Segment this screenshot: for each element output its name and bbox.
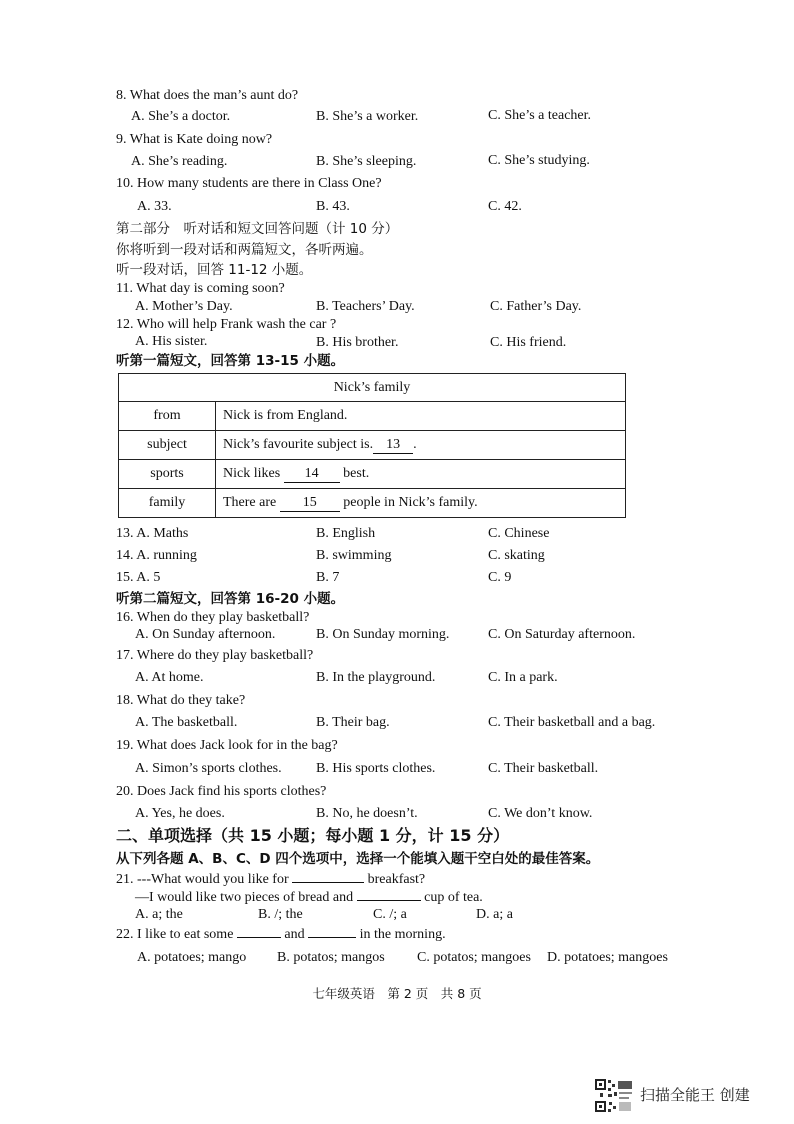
question-13-option-c: C. Chinese bbox=[488, 526, 550, 541]
table-key: from bbox=[119, 402, 216, 431]
question-10-option-a: A. 33. bbox=[137, 199, 172, 214]
question-19-option-c: C. Their basketball. bbox=[488, 761, 599, 776]
question-22-option-a: A. potatoes; mango bbox=[137, 950, 247, 965]
question-21-line-1 bbox=[116, 871, 425, 889]
question-20-option-b: B. No, he doesn’t. bbox=[316, 806, 418, 821]
question-22-prompt-end: in the morning. bbox=[359, 927, 446, 942]
table-value bbox=[216, 431, 626, 460]
question-21-option-c: C. /; a bbox=[373, 907, 407, 922]
question-21-prompt-end: breakfast? bbox=[367, 872, 426, 887]
question-10-stem: 10. How many students are there in Class One? bbox=[116, 176, 382, 191]
question-22-stem bbox=[116, 926, 446, 944]
answer-blank bbox=[237, 937, 281, 938]
question-21-response: —I would like two pieces of bread and bbox=[135, 890, 354, 905]
question-17-option-c: C. In a park. bbox=[488, 670, 558, 685]
table-value-suffix: people in Nick’s family. bbox=[343, 494, 478, 510]
question-17-option-a: A. At home. bbox=[135, 670, 204, 685]
table-row bbox=[119, 489, 626, 518]
section-two-instructions: 从下列各题 A、B、C、D 四个选项中，选择一个能填入题干空白处的最佳答案。 bbox=[116, 851, 600, 867]
question-11-option-c: C. Father’s Day. bbox=[490, 299, 582, 314]
question-15-option-b: B. 7 bbox=[316, 570, 340, 585]
question-14-option-c: C. skating bbox=[488, 548, 545, 563]
question-14-option-b: B. swimming bbox=[316, 548, 392, 563]
answer-blank-14: 14 bbox=[284, 466, 340, 483]
question-21-option-d: D. a; a bbox=[476, 907, 513, 922]
part-two-instructions: 你将听到一段对话和两篇短文，各听两遍。 bbox=[116, 242, 373, 258]
question-14-option-a: 14. A. running bbox=[116, 548, 197, 563]
table-value bbox=[216, 489, 626, 518]
question-21-prompt: 21. ---What would you like for bbox=[116, 872, 289, 887]
question-9-option-c: C. She’s studying. bbox=[488, 153, 590, 168]
question-16-option-c: C. On Saturday afternoon. bbox=[488, 627, 636, 642]
table-value-suffix: . bbox=[413, 436, 417, 452]
qr-code-icon bbox=[594, 1078, 634, 1114]
question-18-option-c: C. Their basketball and a bag. bbox=[488, 715, 656, 730]
question-9-option-a: A. She’s reading. bbox=[131, 154, 228, 169]
question-17-stem: 17. Where do they play basketball? bbox=[116, 648, 314, 663]
table-title: Nick’s family bbox=[119, 374, 626, 402]
question-20-option-c: C. We don’t know. bbox=[488, 806, 593, 821]
answer-blank-15: 15 bbox=[280, 495, 340, 512]
question-19-option-b: B. His sports clothes. bbox=[316, 761, 436, 776]
table-key: subject bbox=[119, 431, 216, 460]
question-9-stem: 9. What is Kate doing now? bbox=[116, 132, 273, 147]
table-row bbox=[119, 460, 626, 489]
question-20-stem: 20. Does Jack find his sports clothes? bbox=[116, 784, 327, 799]
table-value-text: Nick likes bbox=[223, 465, 281, 481]
table-value bbox=[216, 460, 626, 489]
answer-blank bbox=[357, 900, 421, 901]
question-8-option-b: B. She’s a worker. bbox=[316, 109, 419, 124]
page-footer: 七年级英语 第 2 页 共 8 页 bbox=[312, 986, 482, 1001]
table-row bbox=[119, 431, 626, 460]
table-value-text: Nick’s favourite subject is. bbox=[223, 436, 374, 452]
passage-two-instruction: 听第二篇短文，回答第 16-20 小题。 bbox=[116, 591, 345, 607]
question-15-option-a: 15. A. 5 bbox=[116, 570, 161, 585]
question-12-option-c: C. His friend. bbox=[490, 335, 567, 350]
question-22-prompt: 22. I like to eat some bbox=[116, 927, 234, 942]
question-22-and: and bbox=[284, 927, 305, 942]
question-13-option-a: 13. A. Maths bbox=[116, 526, 189, 541]
question-21-option-b: B. /; the bbox=[258, 907, 303, 922]
answer-blank bbox=[308, 937, 356, 938]
question-16-stem: 16. When do they play basketball? bbox=[116, 610, 310, 625]
question-10-option-b: B. 43. bbox=[316, 199, 350, 214]
passage-one-instruction: 听第一篇短文，回答第 13-15 小题。 bbox=[116, 353, 345, 369]
question-8-stem: 8. What does the man’s aunt do? bbox=[116, 88, 299, 103]
table-key: sports bbox=[119, 460, 216, 489]
question-20-option-a: A. Yes, he does. bbox=[135, 806, 225, 821]
table-row bbox=[119, 402, 626, 431]
section-two-title: 二、单项选择（共 15 小题；每小题 1 分，计 15 分） bbox=[116, 826, 510, 845]
dialog-instruction: 听一段对话，回答 11-12 小题。 bbox=[116, 262, 313, 278]
question-21-response-end: cup of tea. bbox=[424, 890, 483, 905]
answer-blank-13: 13 bbox=[373, 437, 413, 454]
question-12-stem: 12. Who will help Frank wash the car ? bbox=[116, 317, 337, 332]
table-value-text: There are bbox=[223, 494, 277, 510]
question-18-option-b: B. Their bag. bbox=[316, 715, 390, 730]
table-value bbox=[216, 402, 626, 431]
question-16-option-b: B. On Sunday morning. bbox=[316, 627, 450, 642]
question-18-stem: 18. What do they take? bbox=[116, 693, 246, 708]
answer-blank bbox=[292, 882, 364, 883]
question-12-option-b: B. His brother. bbox=[316, 335, 399, 350]
question-11-stem: 11. What day is coming soon? bbox=[116, 281, 285, 296]
question-17-option-b: B. In the playground. bbox=[316, 670, 436, 685]
question-11-option-a: A. Mother’s Day. bbox=[135, 299, 233, 314]
question-11-option-b: B. Teachers’ Day. bbox=[316, 299, 415, 314]
question-8-option-c: C. She’s a teacher. bbox=[488, 108, 592, 123]
question-8-option-a: A. She’s a doctor. bbox=[131, 109, 231, 124]
table-key: family bbox=[119, 489, 216, 518]
question-15-option-c: C. 9 bbox=[488, 570, 512, 585]
table-value-suffix: best. bbox=[343, 465, 370, 481]
question-18-option-a: A. The basketball. bbox=[135, 715, 238, 730]
question-19-option-a: A. Simon’s sports clothes. bbox=[135, 761, 282, 776]
nicks-family-table bbox=[118, 373, 626, 518]
question-22-option-c: C. potatos; mangoes bbox=[417, 950, 531, 965]
question-9-option-b: B. She’s sleeping. bbox=[316, 154, 417, 169]
watermark-text: 扫描全能王 创建 bbox=[640, 1086, 750, 1104]
question-19-stem: 19. What does Jack look for in the bag? bbox=[116, 738, 338, 753]
question-10-option-c: C. 42. bbox=[488, 199, 522, 214]
question-22-option-d: D. potatoes; mangoes bbox=[547, 950, 668, 965]
question-16-option-a: A. On Sunday afternoon. bbox=[135, 627, 276, 642]
table-value-text: Nick is from England. bbox=[223, 408, 348, 423]
question-13-option-b: B. English bbox=[316, 526, 376, 541]
question-21-option-a: A. a; the bbox=[135, 907, 183, 922]
question-21-line-2 bbox=[135, 889, 483, 907]
question-12-option-a: A. His sister. bbox=[135, 334, 208, 349]
part-two-title: 第二部分 听对话和短文回答问题（计 10 分） bbox=[116, 221, 399, 237]
question-22-option-b: B. potatos; mangos bbox=[277, 950, 385, 965]
